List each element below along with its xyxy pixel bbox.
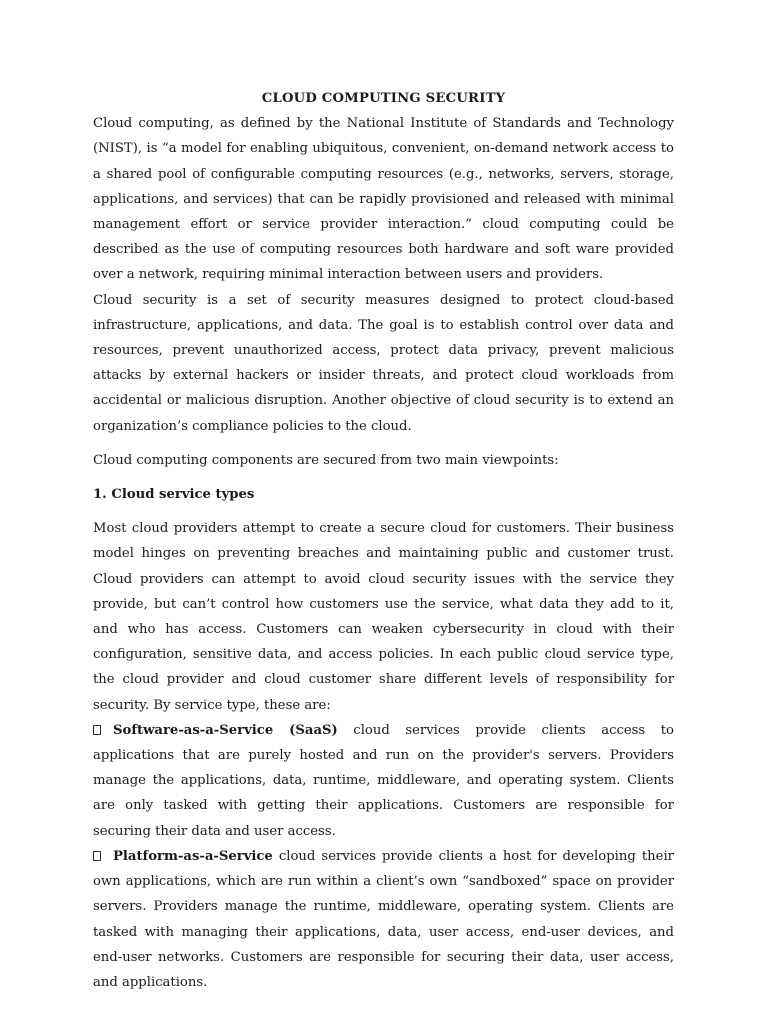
intro-paragraph: Cloud computing, as defined by the National Institute of Standards and Technology (NIST), is “a model for enabling ubiquitous, convenient, on-demand network access to a shared pool of configurable computing resources (e.g., networks, servers, storage, applications, and services) that can be rapidly provisioned and released with minimal management effort or service provider interaction.” cloud computing could be described as the use of computing resources both hardware and soft ware provided over a network, requiring minimal interaction between users and providers. bbox=[93, 116, 674, 283]
bullet-term: Software-as-a-Service (SaaS) bbox=[113, 722, 338, 738]
viewpoints-paragraph: Cloud computing components are secured from two main viewpoints: bbox=[93, 452, 559, 468]
document-title: CLOUD COMPUTING SECURITY bbox=[261, 91, 506, 106]
section-1-paragraph: Most cloud providers attempt to create a secure cloud for customers. Their business model hinges on preventing breaches and maintaining public and customer trust. Cloud providers can attempt to avoid cloud security issues with the service they provide, but can’t control how customers use the service, what data they add to it, and who has access. Customers can weaken cybersecurity in cloud with their configuration, sensitive data, and access policies. In each public cloud service type, the cloud provider and cloud customer share different levels of responsibility for security. By service type, these are: bbox=[93, 521, 674, 713]
bullet-saas bbox=[93, 718, 674, 844]
bullet-term: Platform-as-a-Service bbox=[113, 848, 273, 864]
bullet-box-icon bbox=[93, 851, 101, 861]
document-page bbox=[93, 86, 674, 995]
bullet-paas bbox=[93, 844, 674, 995]
bullet-text: cloud services provide clients access to applications that are purely hosted and run on the provider's servers. Providers manage the applications, data, runtime, middleware, and operating system. Clients are only tasked with getting their applications. Customers are responsible for securing their data and user access. bbox=[93, 722, 674, 839]
security-paragraph: Cloud security is a set of security measures designed to protect cloud-based infrastructure, applications, and data. The goal is to establish control over data and resources, prevent unauthorized access, protect data privacy, prevent malicious attacks by external hackers or insider threats, and protect cloud workloads from accidental or malicious disruption. Another objective of cloud security is to extend an organization’s compliance policies to the cloud. bbox=[93, 292, 674, 434]
bullet-text: cloud services provide clients a host for developing their own applications, which are run within a client’s own “sandboxed” space on provider servers. Providers manage the runtime, middleware, operating system. Clients are tasked with managing their applications, data, user access, end-user devices, and end-user networks. Customers are responsible for securing their data, user access, and applications. bbox=[93, 848, 674, 990]
bullet-box-icon bbox=[93, 725, 101, 735]
section-1-heading: 1. Cloud service types bbox=[93, 487, 255, 503]
